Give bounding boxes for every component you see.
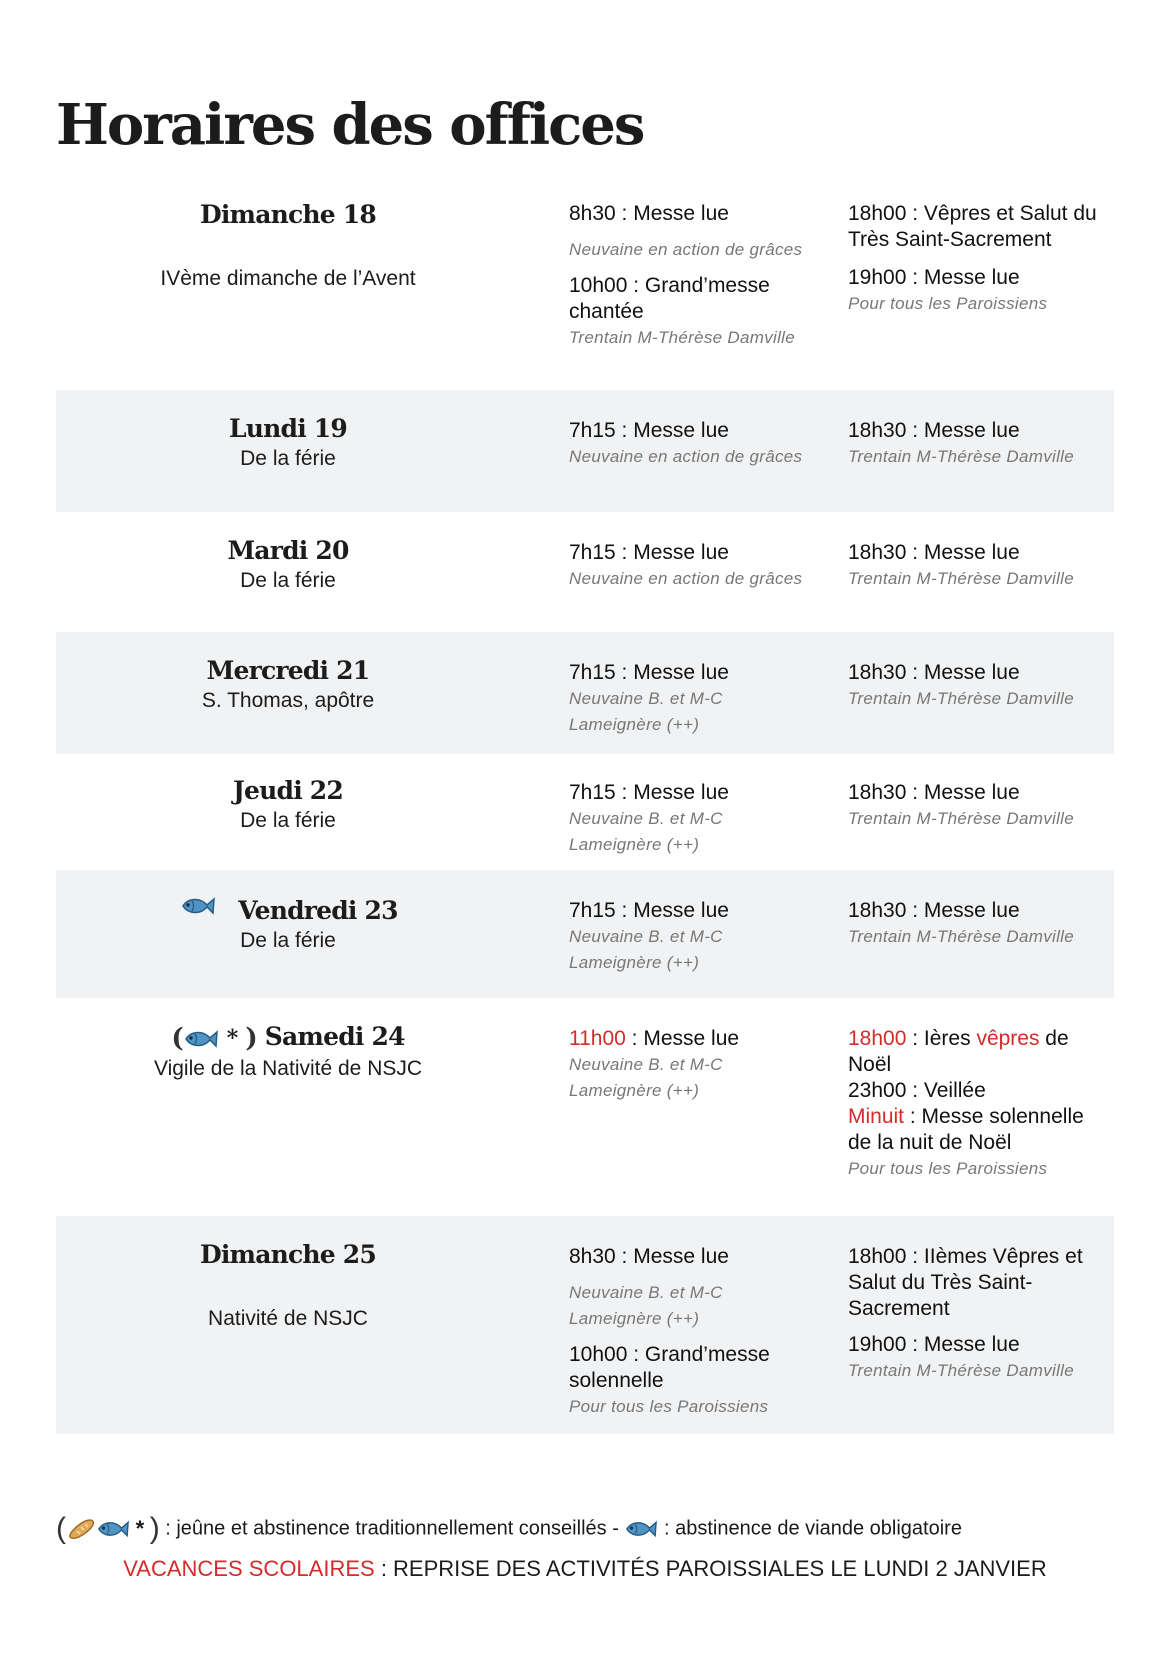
footer-notice <box>56 1556 1114 1582</box>
day-name: Mercredi 21 <box>206 656 370 685</box>
asterisk: * <box>135 1516 145 1541</box>
service-line: 7h15 : Messe lue <box>569 541 729 564</box>
day-row-mercredi-21 <box>56 632 1114 754</box>
day-subtitle: De la férie <box>240 569 336 592</box>
service-line: 7h15 : Messe lue <box>569 419 729 442</box>
day-row-samedi-24 <box>56 998 1114 1216</box>
service-line: 18h30 : Messe lue <box>848 419 1020 442</box>
day-subtitle: Vigile de la Nativité de NSJC <box>153 1056 423 1080</box>
service-intention: Neuvaine en action de grâces <box>569 569 803 588</box>
day-subtitle: De la férie <box>240 447 336 470</box>
service-intention: Trentain M-Thérèse Damville <box>848 927 1075 946</box>
day-row-vendredi-23 <box>56 870 1114 998</box>
asterisk: * <box>226 1025 238 1052</box>
service-line: 18h30 : Messe lue <box>848 541 1020 564</box>
service-line: 8h30 : Messe lue <box>569 1245 729 1268</box>
day-name-with-symbols <box>56 1022 520 1054</box>
day-subtitle: S. Thomas, apôtre <box>201 689 375 712</box>
service-line: 7h15 : Messe lue <box>569 899 729 922</box>
service-line: 11h00 : Messe lue <box>569 1027 740 1050</box>
service-intention: Neuvaine B. et M-C Lameignère (++) <box>569 809 723 854</box>
service-intention: Neuvaine en action de grâces <box>569 447 803 466</box>
service-line: Minuit : Messe solennelle de la nuit de Noël <box>848 1105 1084 1154</box>
service-line: 7h15 : Messe lue <box>569 661 729 684</box>
day-name: Dimanche 18 <box>199 200 376 229</box>
footer-highlight: VACANCES SCOLAIRES <box>123 1556 375 1581</box>
bread-icon <box>66 1517 96 1541</box>
service-intention: Trentain M-Thérèse Damville <box>848 447 1075 466</box>
service-line: 18h30 : Messe lue <box>848 661 1020 684</box>
service-intention: Pour tous les Paroissiens <box>848 294 1048 313</box>
schedule-table <box>56 188 1114 1434</box>
service-line: 18h30 : Messe lue <box>848 781 1020 804</box>
service-intention: Pour tous les Paroissiens <box>848 1159 1048 1178</box>
day-name: Vendredi 23 <box>238 896 398 925</box>
service-line: 18h00 : IIèmes Vêpres et Salut du Très Saint-Sacrement <box>848 1245 1083 1320</box>
day-subtitle: De la férie <box>240 929 336 952</box>
paren-open: ( <box>56 1512 66 1545</box>
paren-close: ) <box>149 1512 160 1545</box>
service-line: 7h15 : Messe lue <box>569 781 729 804</box>
day-name: Mardi 20 <box>227 536 349 565</box>
service-line: 18h30 : Messe lue <box>848 899 1020 922</box>
day-row-jeudi-22 <box>56 754 1114 870</box>
day-name: Lundi 19 <box>228 414 347 443</box>
service-line: 19h00 : Messe lue <box>848 266 1020 289</box>
fish-icon <box>624 1517 658 1541</box>
service-line: 18h00 : Vêpres et Salut du Très Saint-Sacrement <box>848 202 1097 251</box>
service-intention: Trentain M-Thérèse Damville <box>848 1361 1075 1380</box>
day-subtitle: Nativité de NSJC <box>208 1307 368 1330</box>
service-intention: Neuvaine en action de grâces <box>569 240 803 259</box>
fish-icon <box>96 1517 130 1541</box>
legend-fast-text: : jeûne et abstinence traditionnellement conseillés - <box>159 1517 625 1540</box>
legend <box>56 1512 1114 1546</box>
service-line: 10h00 : Grand’messe chantée <box>569 274 770 323</box>
service-line: 18h00 : Ières vêpres de Noël <box>848 1027 1069 1076</box>
service-line: 19h00 : Messe lue <box>848 1333 1020 1356</box>
footer-text: : REPRISE DES ACTIVITÉS PAROISSIALES LE LUNDI 2 JANVIER <box>374 1556 1047 1581</box>
day-name: Dimanche 25 <box>199 1240 376 1269</box>
service-intention: Neuvaine B. et M-C Lameignère (++) <box>569 1055 723 1100</box>
day-name: Jeudi 22 <box>233 776 343 805</box>
service-intention: Neuvaine B. et M-C Lameignère (++) <box>569 927 723 972</box>
day-row-dimanche-18 <box>56 188 1114 390</box>
paren-close: ) <box>245 1023 257 1054</box>
day-subtitle: IVème dimanche de l’Avent <box>160 267 416 290</box>
day-name: Samedi 24 <box>264 1022 405 1051</box>
service-intention: Neuvaine B. et M-C Lameignère (++) <box>569 689 723 734</box>
service-intention: Trentain M-Thérèse Damville <box>569 328 796 347</box>
legend-abstinence-text: : abstinence de viande obligatoire <box>658 1517 962 1540</box>
service-line: 8h30 : Messe lue <box>569 202 729 225</box>
service-line: 10h00 : Grand’messe solennelle <box>569 1343 770 1392</box>
service-intention: Pour tous les Paroissiens <box>569 1397 769 1416</box>
paren-open: ( <box>171 1023 183 1054</box>
service-intention: Neuvaine B. et M-C Lameignère (++) <box>569 1283 723 1328</box>
page-title: Horaires des offices <box>56 92 644 158</box>
service-intention: Trentain M-Thérèse Damville <box>848 569 1075 588</box>
day-subtitle: De la férie <box>240 809 336 832</box>
service-intention: Trentain M-Thérèse Damville <box>848 689 1075 708</box>
fish-icon <box>183 1027 219 1051</box>
day-row-lundi-19 <box>56 390 1114 512</box>
day-row-mardi-20 <box>56 512 1114 632</box>
service-line: 23h00 : Veillée <box>848 1079 986 1102</box>
day-row-dimanche-25 <box>56 1216 1114 1434</box>
service-intention: Trentain M-Thérèse Damville <box>848 809 1075 828</box>
